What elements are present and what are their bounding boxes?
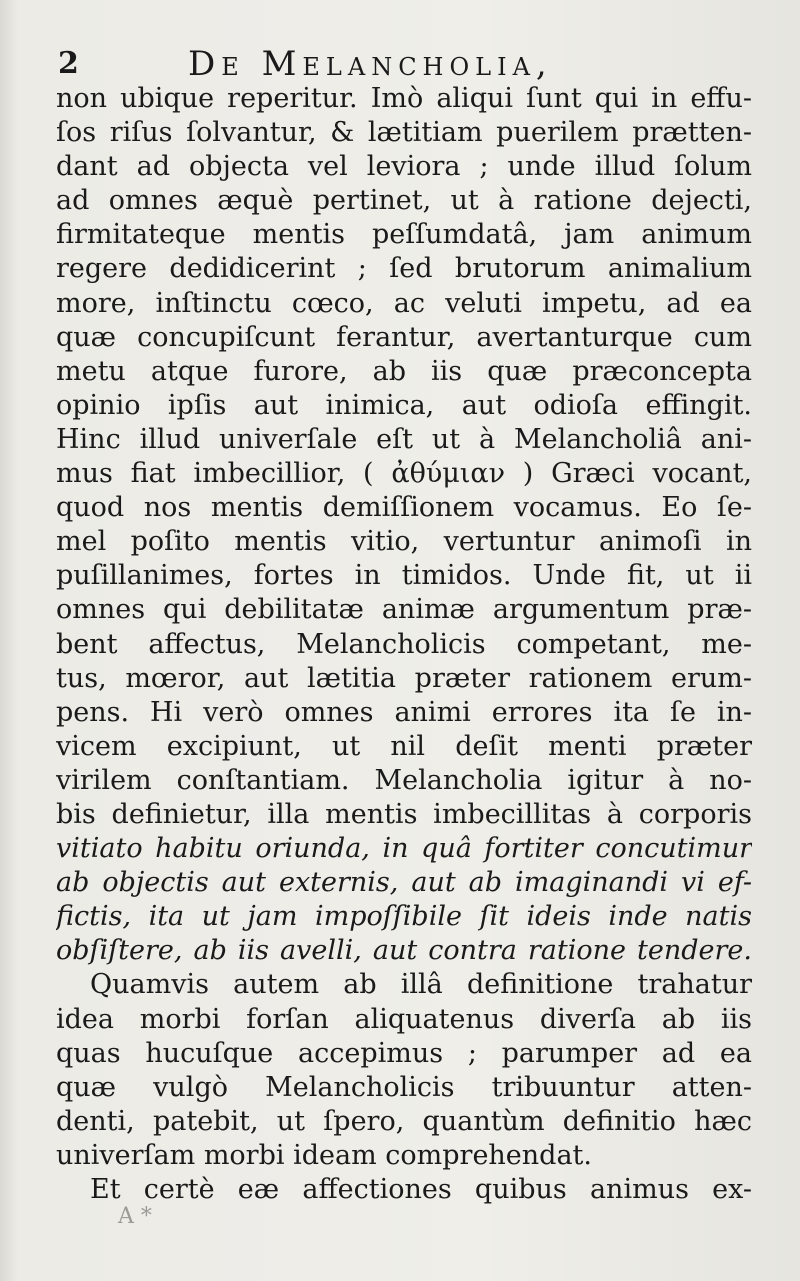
page-number: 2	[58, 46, 79, 81]
text-line: ſos riſus ſolvantur, & lætitiam puerilem prætten-	[56, 117, 752, 149]
text-line: mel poſito mentis vitio, vertuntur animoſi in	[56, 526, 752, 558]
text-line: metu atque furore, ab iis quæ præconcepta	[56, 355, 752, 387]
text-line: ad omnes æquè pertinet, ut à ratione dejecti,	[56, 185, 752, 217]
text-line: puſillanimes, fortes in timidos. Unde fit, ut ii	[56, 560, 752, 592]
text-line-italic: obſiſtere, ab iis avelli, aut contra ratione tendere.	[56, 935, 752, 967]
text-line: denti, patebit, ut ſpero, quantùm definitio hæc	[56, 1105, 752, 1137]
running-head: De Melancholia,	[188, 44, 553, 84]
paragraph-start-line: Et certè eæ affectiones quibus animus ex-	[90, 1174, 752, 1205]
text-line: Hinc illud univerſale eſt ut à Melancholiâ ani-	[56, 423, 752, 455]
catchword: A *	[118, 1204, 152, 1229]
text-line: non ubique reperitur. Imò aliqui ſunt qui in effu-	[56, 83, 752, 114]
text-line: tus, mœror, aut lætitia præter rationem erum-	[56, 662, 752, 694]
text-line: vicem excipiunt, ut nil deſit menti præter	[56, 730, 752, 762]
text-line: mus fiat imbecillior, ( ἀθύμιαν ) Græci vocant,	[56, 458, 752, 490]
page-header	[52, 40, 742, 86]
paragraph-end-line: univerſam morbi ideam comprehendat.	[56, 1139, 592, 1171]
text-line: opinio ipſis aut inimica, aut odioſa effingit.	[56, 389, 752, 421]
text-line: quod nos mentis demiſſionem vocamus. Eo ſe-	[56, 492, 752, 524]
text-line-italic: fictis, ita ut jam impoſſibile ſit ideis inde natis	[56, 901, 752, 933]
text-line-italic: vitiato habitu oriunda, in quâ fortiter concutimur	[56, 833, 752, 865]
text-line: bent affectus, Melancholicis competant, me-	[56, 628, 752, 660]
text-line: quæ concupiſcunt ferantur, avertanturque cum	[56, 321, 752, 353]
text-line: quæ vulgò Melancholicis tribuuntur atten-	[56, 1071, 752, 1103]
text-line: idea morbi forſan aliquatenus diverſa ab iis	[56, 1003, 752, 1035]
text-line: omnes qui debilitatæ animæ argumentum præ-	[56, 594, 752, 626]
text-line: regere dedidicerint ; ſed brutorum animalium	[56, 253, 752, 285]
text-line: virilem conſtantiam. Melancholia igitur à no-	[56, 764, 752, 796]
body-text	[56, 82, 752, 1207]
text-line: pens. Hi verò omnes animi errores ita ſe in-	[56, 696, 752, 728]
text-line: firmitateque mentis peſſumdatâ, jam animum	[56, 219, 752, 251]
text-line-italic: ab objectis aut externis, aut ab imaginandi vi ef-	[56, 867, 752, 899]
paragraph-start-line: Quamvis autem ab illâ definitione trahatur	[90, 969, 752, 1001]
text-line: quas hucuſque accepimus ; parumper ad ea	[56, 1037, 752, 1069]
text-line: bis definietur, illa mentis imbecillitas à corporis	[56, 798, 752, 830]
text-line: more, inſtinctu cœco, ac veluti impetu, ad ea	[56, 287, 752, 319]
text-line: dant ad objecta vel leviora ; unde illud ſolum	[56, 151, 752, 183]
